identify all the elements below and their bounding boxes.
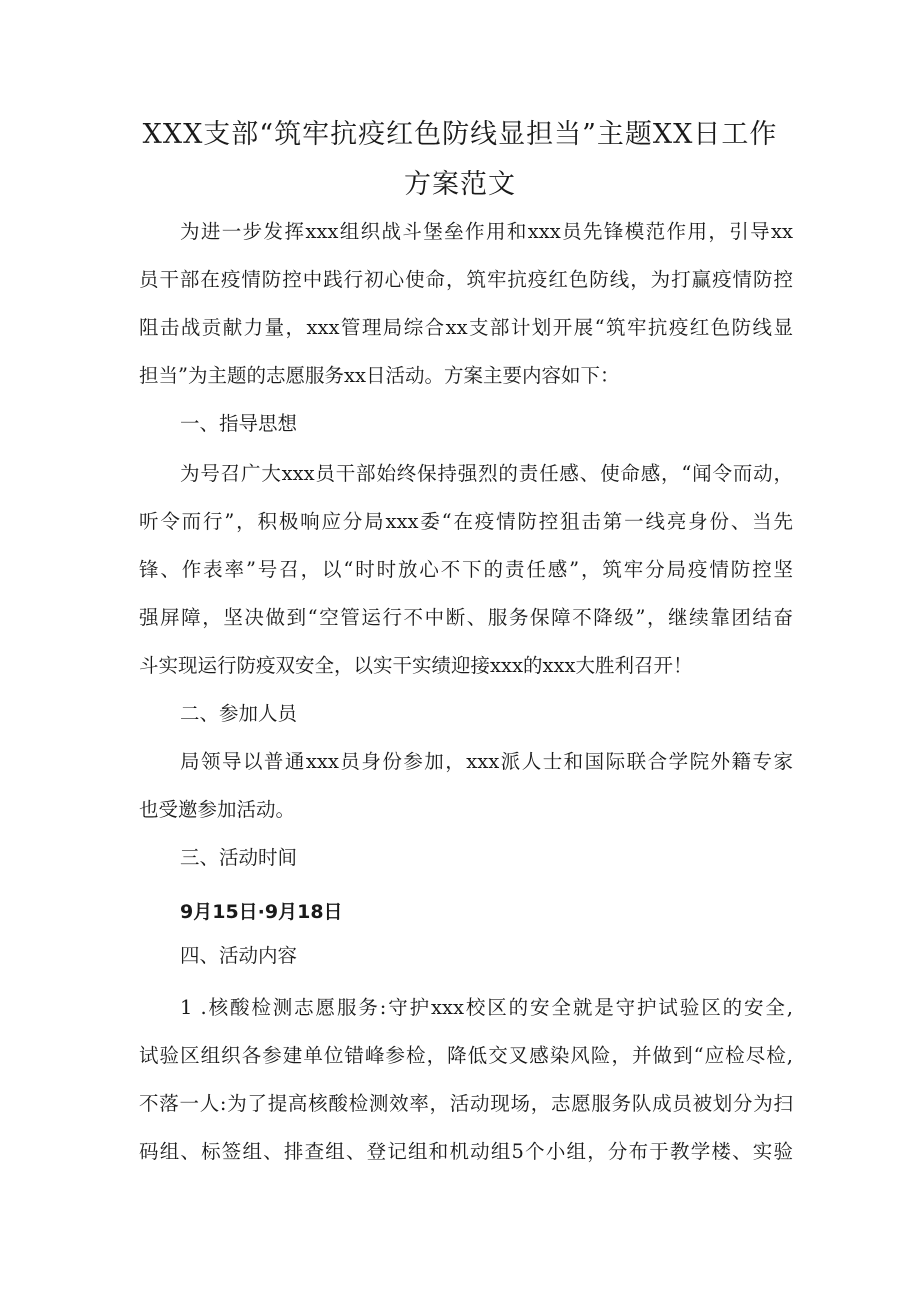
section1-line-1: 为号召广大xxx员干部始终保持强烈的责任感、使命感，“闻令而动， [180,462,793,485]
section-heading-activity-content: 四、活动内容 [180,944,298,967]
section1-line-5: 斗实现运行防疫双安全，以实干实绩迎接xxx的xxx大胜利召开！ [139,654,693,677]
section2-line-1: 局领导以普通xxx员身份参加，xxx派人士和国际联合学院外籍专家 [180,750,793,773]
section1-line-3: 锋、作表率”号召，以“时时放心不下的责任感”，筑牢分局疫情防控坚 [139,558,793,581]
section2-line-2: 也受邀参加活动。 [139,798,296,821]
section-heading-activity-time: 三、活动时间 [180,846,298,869]
document-title-line-1: XXX支部“筑牢抗疫红色防线显担当”主题XX日工作 [142,119,778,150]
section-heading-participants: 二、参加人员 [180,702,298,725]
document-title-line-2: 方案范文 [404,169,516,200]
intro-line-2: 员干部在疫情防控中践行初心使命，筑牢抗疫红色防线，为打赢疫情防控 [139,268,793,291]
section4-line-4: 码组、标签组、排查组、登记组和机动组5个小组，分布于教学楼、实验 [139,1140,793,1163]
section-heading-guiding-ideology: 一、指导思想 [180,412,298,435]
section4-line-2: 试验区组织各参建单位错峰参检，降低交叉感染风险，并做到“应检尽检, [139,1044,793,1067]
section4-line-1: 1 .核酸检测志愿服务:守护xxx校区的安全就是守护试验区的安全, [180,996,793,1019]
intro-line-3: 阻击战贡献力量，xxx管理局综合xx支部计划开展“筑牢抗疫红色防线显 [139,316,793,339]
intro-line-4: 担当”为主题的志愿服务xx日活动。方案主要内容如下： [139,364,620,387]
section1-line-4: 强屏障，坚决做到“空管运行不中断、服务保障不降级”，继续靠团结奋 [139,606,793,629]
activity-date: 9月15日·9月18日 [180,901,343,923]
section1-line-2: 听令而行”，积极响应分局xxx委“在疫情防控狙击第一线亮身份、当先 [139,510,793,533]
intro-line-1: 为进一步发挥xxx组织战斗堡垒作用和xxx员先锋模范作用，引导xx [180,220,793,243]
section4-line-3: 不落一人:为了提高核酸检测效率，活动现场，志愿服务队成员被划分为扫 [139,1092,793,1115]
